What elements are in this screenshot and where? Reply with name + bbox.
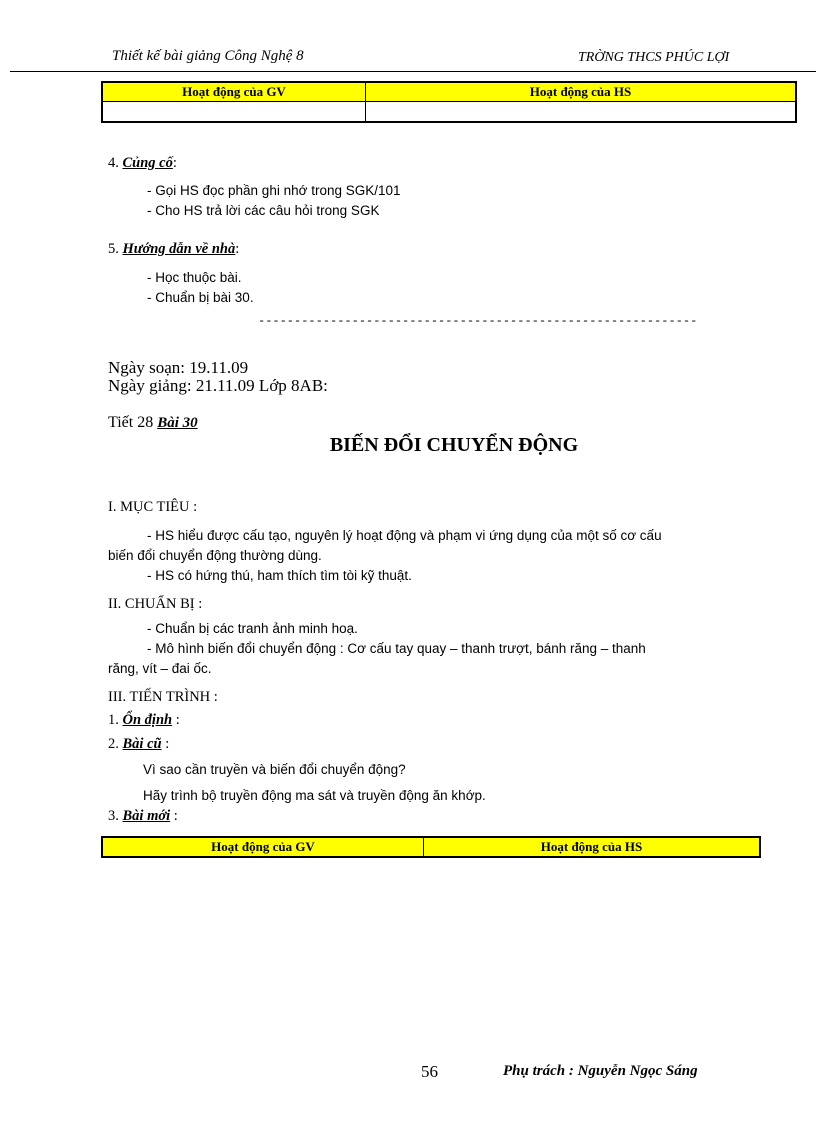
review-question-1: Vì sao cần truyền và biến đổi chuyển động?: [143, 762, 406, 777]
heading-tien-trinh: III. TIẾN TRÌNH :: [108, 689, 218, 705]
page-title: BIẾN ĐỔI CHUYỂN ĐỘNG: [329, 434, 579, 456]
section-huong-dan-title: Hướng dẫn về nhà: [122, 241, 236, 257]
section-cung-co-title: Củng cố: [122, 155, 173, 171]
activity-table-bottom: [101, 836, 761, 858]
header-course-title: Thiết kế bài giảng Công Nghệ 8: [112, 48, 304, 64]
paragraph-line: - HS có hứng thú, ham thích tìm tòi kỹ thuật.: [147, 568, 412, 583]
paragraph-line: biến đổi chuyển động thường dùng.: [108, 548, 322, 563]
list-item: - Chuẩn bị bài 30.: [147, 290, 254, 305]
table-header-gv: Hoạt động của GV: [102, 837, 424, 857]
chuan-bi-content: [108, 619, 760, 679]
section-huong-dan-list: [147, 268, 254, 308]
table-header-hs: Hoạt động của HS: [366, 82, 797, 102]
header-rule: [10, 71, 816, 72]
table-cell-hs: [366, 102, 797, 123]
date-taught: Ngày giảng: 21.11.09 Lớp 8AB:: [108, 376, 328, 395]
table-header-gv: Hoạt động của GV: [102, 82, 366, 102]
section-cung-co-list: [147, 181, 401, 221]
on-dinh-title: Ổn định: [122, 712, 173, 728]
muc-tieu-content: [108, 526, 760, 586]
paragraph-line: răng, vít – đai ốc.: [108, 661, 212, 676]
lesson-dates: [108, 359, 328, 395]
heading-chuan-bi: II. CHUẨN BỊ :: [108, 596, 203, 612]
bai-moi-title: Bài mới: [122, 808, 171, 824]
paragraph-line: - Mô hình biến đổi chuyển động : Cơ cấu tay quay – thanh trượt, bánh răng – thanh: [147, 641, 646, 656]
review-question-2: Hãy trình bộ truyền động ma sát và truyền động ăn khớp.: [143, 788, 486, 803]
table-header-hs: Hoạt động của HS: [424, 837, 761, 857]
lesson-period: Tiết 28 Bài 30: [108, 414, 198, 431]
list-item: - Học thuộc bài.: [147, 270, 242, 285]
paragraph-line: - HS hiểu được cấu tạo, nguyên lý hoạt động và phạm vi ứng dụng của một số cơ cấu: [147, 528, 662, 543]
subheading-on-dinh: 1. Ổn định :: [108, 712, 180, 728]
lesson-number: Bài 30: [157, 415, 198, 431]
header-school-name: TRỜNG THCS PHÚC LỢI: [578, 50, 730, 65]
paragraph-line: - Chuẩn bị các tranh ảnh minh hoạ.: [147, 621, 358, 636]
section-cung-co-heading: 4. Củng cố:: [108, 155, 177, 171]
table-cell-gv: [102, 102, 366, 123]
bai-cu-title: Bài cũ: [122, 736, 162, 752]
list-item: - Cho HS trả lời các câu hỏi trong SGK: [147, 203, 380, 218]
activity-table-top: [101, 81, 797, 123]
subheading-bai-cu: 2. Bài cũ :: [108, 736, 170, 752]
list-item: - Gọi HS đọc phần ghi nhớ trong SGK/101: [147, 183, 401, 198]
subheading-bai-moi: 3. Bài mới :: [108, 808, 178, 824]
divider-line: -------------------------------------------------------------: [258, 314, 698, 328]
date-prepared: Ngày soạn: 19.11.09: [108, 358, 249, 377]
heading-muc-tieu: I. MỤC TIÊU :: [108, 499, 198, 515]
section-huong-dan-heading: 5. Hướng dẫn về nhà:: [108, 241, 240, 257]
footer-author: Phụ trách : Nguyễn Ngọc Sáng: [503, 1063, 698, 1079]
page-number: 56: [421, 1062, 438, 1081]
